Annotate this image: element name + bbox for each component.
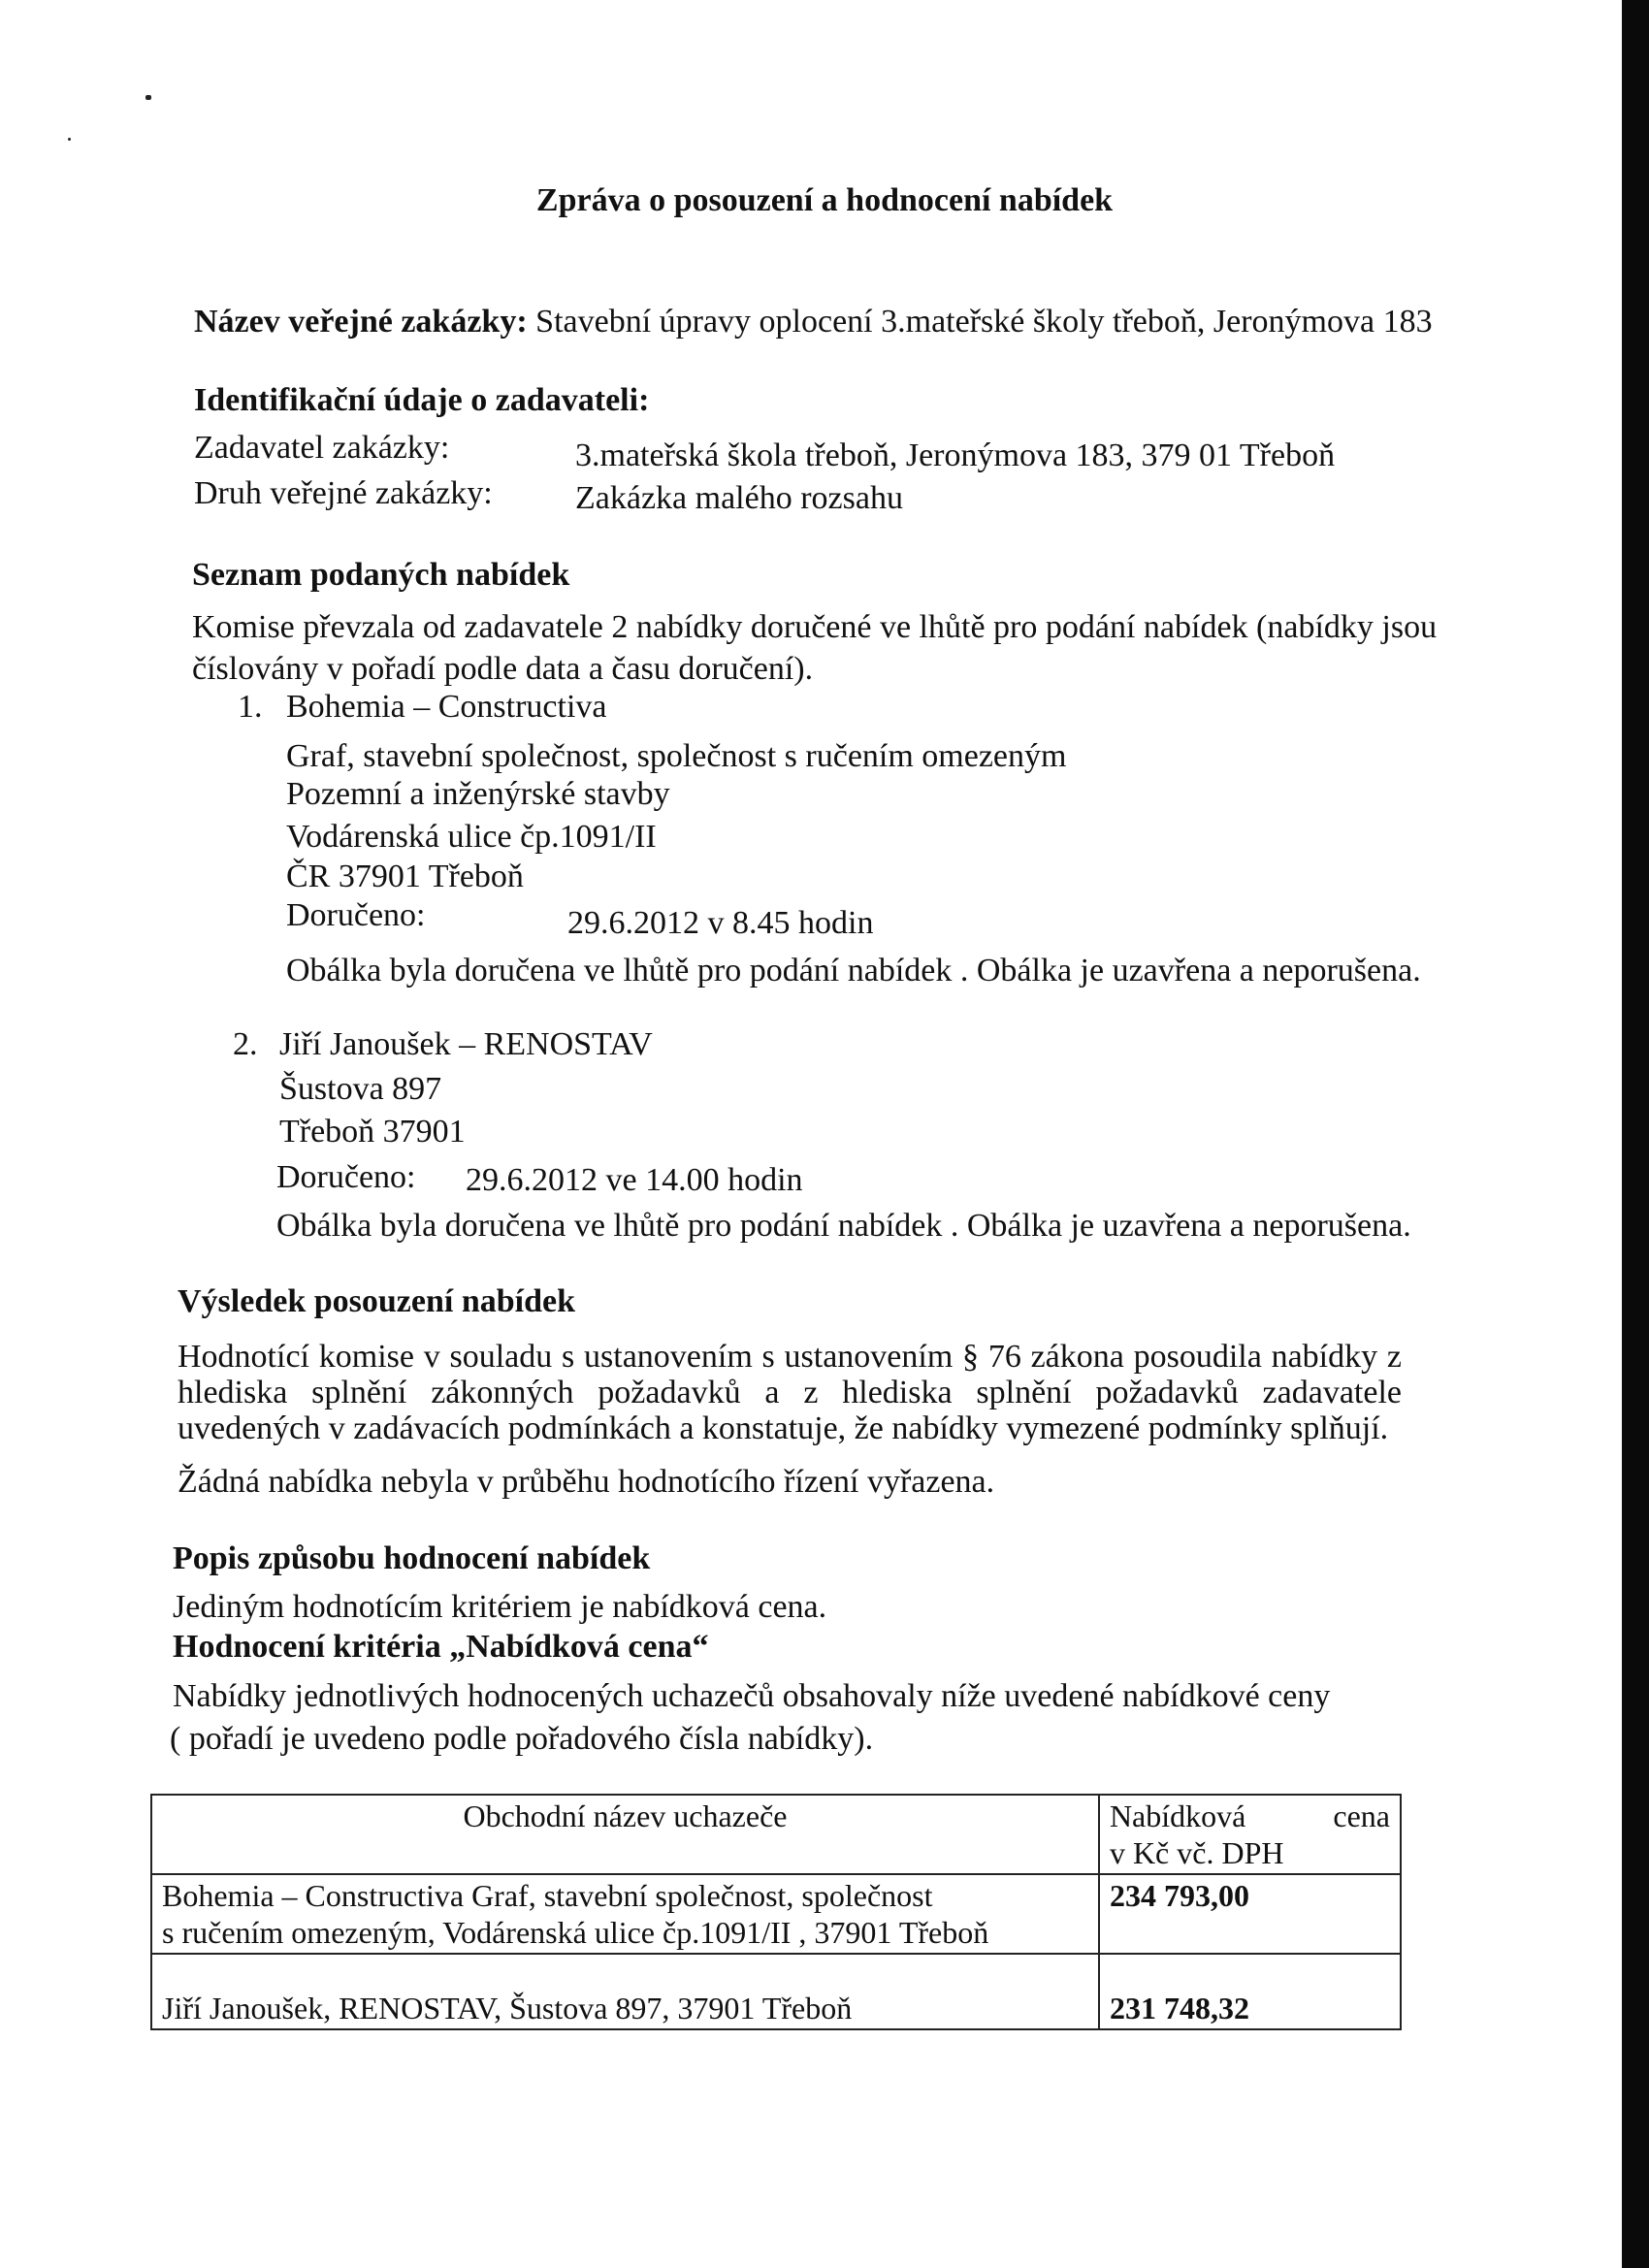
offers-intro-line: Komise převzala od zadavatele 2 nabídky doručené ve lhůtě pro podání nabídek (nabídky jsou xyxy=(192,609,1438,645)
offer-line: ČR 37901 Třeboň xyxy=(286,859,524,894)
header-price: Nabídková cena v Kč vč. DPH xyxy=(1099,1795,1401,1874)
identification-label: Zadavatel zakázky: xyxy=(194,430,450,466)
criterion-text: Nabídky jednotlivých hodnocených uchazečů obsahovaly níže uvedené nabídkové ceny xyxy=(173,1678,1331,1714)
header-name: Obchodní název uchazeče xyxy=(151,1795,1099,1874)
table-header-row xyxy=(151,1795,1401,1874)
delivered-label: Doručeno: xyxy=(276,1159,416,1195)
offers-table xyxy=(150,1794,1402,2030)
delivered-value: 29.6.2012 v 8.45 hodin xyxy=(567,905,874,941)
table-row xyxy=(151,1874,1401,1954)
identification-heading: Identifikační údaje o zadavateli: xyxy=(194,382,650,418)
scan-speck xyxy=(68,138,71,141)
scan-speck xyxy=(146,95,151,100)
envelope-note: Obálka byla doručena ve lhůtě pro podání nabídek . Obálka je uzavřena a neporušena. xyxy=(286,953,1421,988)
offer-number: 2. xyxy=(233,1026,258,1062)
offers-list-heading: Seznam podaných nabídek xyxy=(192,557,570,593)
table-row xyxy=(151,1954,1401,2029)
offer-line: Jiří Janoušek – RENOSTAV xyxy=(279,1026,653,1062)
criterion-text: ( pořadí je uvedeno podle pořadového čísla nabídky). xyxy=(170,1721,874,1757)
delivered-label: Doručeno: xyxy=(286,897,426,933)
document-title: Zpráva o posouzení a hodnocení nabídek xyxy=(535,182,1114,218)
offers-intro-line: číslovány v pořadí podle data a času doručení). xyxy=(192,651,814,687)
offer-line: Graf, stavební společnost, společnost s ručením omezeným xyxy=(286,738,1067,774)
evaluation-method-heading: Popis způsobu hodnocení nabídek xyxy=(173,1540,651,1576)
bid-price: 234 793,00 xyxy=(1099,1874,1401,1954)
offer-line: Šustova 897 xyxy=(279,1071,442,1107)
evaluation-result-heading: Výsledek posouzení nabídek xyxy=(178,1283,575,1319)
offer-line: Třeboň 37901 xyxy=(279,1114,466,1150)
scan-edge xyxy=(1622,0,1649,2268)
bid-price: 231 748,32 xyxy=(1099,1954,1401,2029)
offer-line: Bohemia – Constructiva xyxy=(286,689,607,725)
contract-name-line xyxy=(194,303,1433,341)
identification-label: Druh veřejné zakázky: xyxy=(194,475,493,511)
evaluation-result-text: Žádná nabídka nebyla v průběhu hodnotícího řízení vyřazena. xyxy=(178,1464,995,1500)
contract-name-label: Název veřejné zakázky: xyxy=(194,304,528,340)
contract-name-value: Stavební úpravy oplocení 3.mateřské školy třeboň, Jeronýmova 183 xyxy=(527,304,1433,340)
bidder-name: Bohemia – Constructiva Graf, stavební společnost, společnost s ručením omezeným, Vodárenská ulice čp.1091/II , 37901 Třeboň xyxy=(151,1874,1099,1954)
identification-value: Zakázka malého rozsahu xyxy=(575,480,903,516)
offer-line: Vodárenská ulice čp.1091/II xyxy=(286,819,657,855)
identification-row xyxy=(194,475,493,512)
identification-row xyxy=(194,430,449,467)
identification-value: 3.mateřská škola třeboň, Jeronýmova 183, 379 01 Třeboň xyxy=(575,437,1336,473)
offer-line: Pozemní a inženýrské stavby xyxy=(286,776,670,812)
envelope-note: Obálka byla doručena ve lhůtě pro podání nabídek . Obálka je uzavřena a neporušena. xyxy=(276,1208,1411,1244)
bidder-name: Jiří Janoušek, RENOSTAV, Šustova 897, 37901 Třeboň xyxy=(151,1954,1099,2029)
offer-number: 1. xyxy=(238,689,263,725)
evaluation-result-text: Hodnotící komise v souladu s ustanovením s ustanovením § 76 zákona posoudila nabídky z hlediska splnění zákonných požadavků a z hlediska splnění požadavků zadavatele uvedených v zadávacích podmínkách a konstatuje, že nabídky vymezené podmínky splňují. xyxy=(178,1339,1402,1446)
delivered-value: 29.6.2012 ve 14.00 hodin xyxy=(466,1162,803,1198)
evaluation-method-text: Jediným hodnotícím kritériem je nabídková cena. xyxy=(173,1589,827,1625)
criterion-heading: Hodnocení kritéria „Nabídková cena“ xyxy=(173,1629,709,1665)
